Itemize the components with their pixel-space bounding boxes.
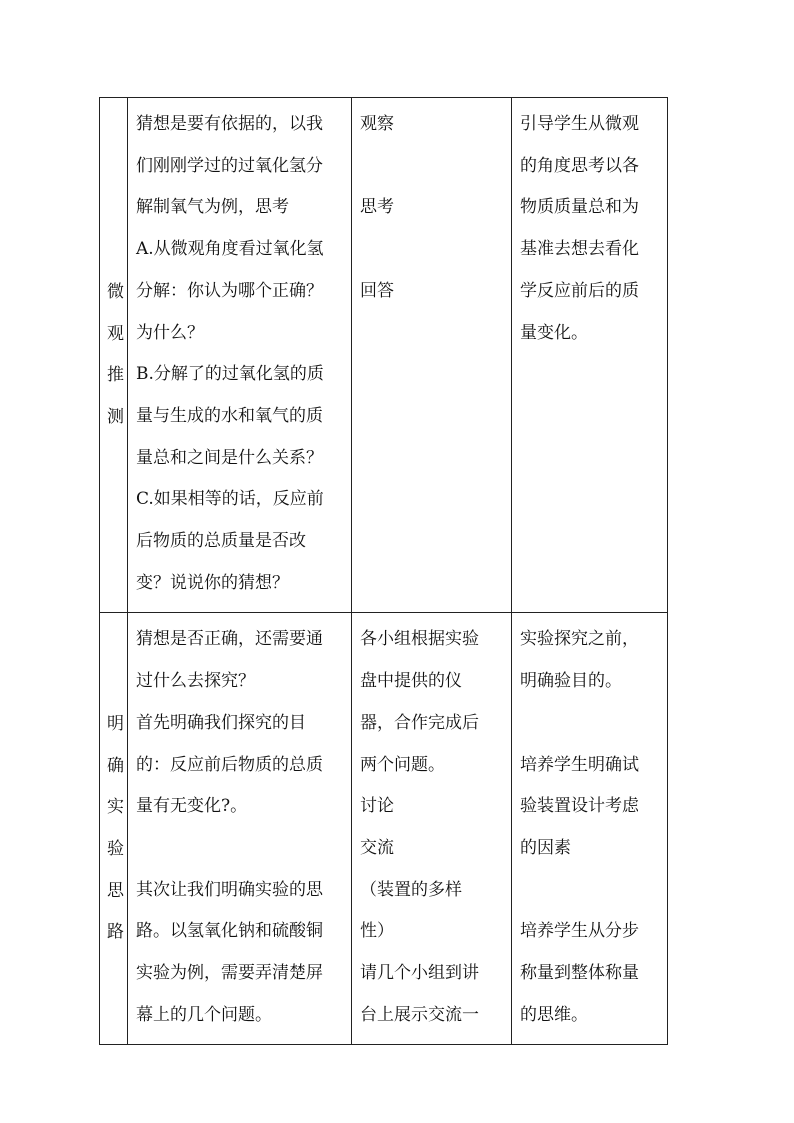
student-activity-cell bbox=[352, 98, 512, 613]
stage-char: 路 bbox=[107, 922, 124, 943]
blank-line bbox=[360, 146, 503, 188]
purpose-line: 称量到整体称量 bbox=[520, 963, 639, 984]
stage-char: 推 bbox=[107, 365, 124, 386]
purpose-line: 培养学生明确试 bbox=[520, 754, 639, 775]
teacher-line: 们刚刚学过的过氧化氢分 bbox=[136, 155, 323, 176]
student-line: 器，合作完成后 bbox=[360, 712, 479, 733]
stage-char: 观 bbox=[107, 323, 124, 344]
purpose-line: 的思维。 bbox=[520, 1004, 588, 1025]
stage-char: 实 bbox=[107, 797, 124, 818]
blank-line bbox=[360, 229, 503, 271]
student-line: 思考 bbox=[360, 197, 394, 218]
purpose-line: 明确验目的。 bbox=[520, 671, 622, 692]
design-intent-cell bbox=[512, 98, 668, 613]
teacher-line: C.如果相等的话，反应前 bbox=[136, 489, 324, 510]
teacher-line: 分解：你认为哪个正确？ bbox=[136, 280, 323, 301]
teacher-line: 猜想是要有依据的，以我 bbox=[136, 114, 323, 134]
teacher-line: 首先明确我们探究的目 bbox=[136, 712, 306, 733]
student-line: （装置的多样 bbox=[360, 879, 462, 900]
teacher-line: B.分解了的过氧化氢的质 bbox=[136, 364, 324, 385]
stage-cell bbox=[100, 98, 128, 613]
teacher-line: 量有无变化?。 bbox=[136, 796, 248, 817]
purpose-line: 验装置设计考虑 bbox=[520, 796, 639, 817]
teacher-line: A.从微观角度看过氧化氢 bbox=[136, 239, 324, 260]
teacher-line: 过什么去探究？ bbox=[136, 671, 255, 692]
stage-cell bbox=[100, 613, 128, 1045]
student-line: 各小组根据实验 bbox=[360, 629, 479, 650]
teacher-line: 的：反应前后物质的总质 bbox=[136, 754, 323, 775]
teacher-line: 为什么？ bbox=[136, 322, 204, 343]
blank-line bbox=[520, 703, 659, 745]
student-line: 交流 bbox=[360, 837, 394, 858]
purpose-line: 的角度思考以各 bbox=[520, 155, 639, 176]
stage-char: 明 bbox=[107, 713, 124, 734]
teacher-line: 路。以氢氧化钠和硫酸铜 bbox=[136, 921, 323, 942]
stage-char: 验 bbox=[107, 838, 124, 859]
stage-char: 确 bbox=[107, 755, 124, 776]
blank-line bbox=[136, 828, 343, 870]
stage-char: 思 bbox=[107, 880, 124, 901]
design-intent-cell bbox=[512, 613, 668, 1045]
teacher-line: 后物质的总质量是否改 bbox=[136, 531, 306, 552]
teacher-line: 实验为例，需要弄清楚屏 bbox=[136, 963, 323, 984]
purpose-line: 引导学生从微观 bbox=[520, 114, 639, 134]
teacher-line: 幕上的几个问题。 bbox=[136, 1004, 272, 1025]
purpose-line: 物质质量总和为 bbox=[520, 197, 639, 218]
student-line: 观察 bbox=[360, 114, 394, 134]
blank-line bbox=[520, 870, 659, 912]
teacher-activity-cell bbox=[128, 98, 352, 613]
purpose-line: 基准去想去看化 bbox=[520, 239, 639, 260]
student-line: 讨论 bbox=[360, 796, 394, 817]
purpose-line: 培养学生从分步 bbox=[520, 921, 639, 942]
teacher-line: 其次让我们明确实验的思 bbox=[136, 879, 323, 900]
student-line: 两个问题。 bbox=[360, 754, 445, 775]
table-row-experiment-approach bbox=[100, 613, 668, 1045]
purpose-line: 量变化。 bbox=[520, 322, 588, 343]
student-line: 盘中提供的仪 bbox=[360, 671, 462, 692]
lesson-plan-table bbox=[99, 97, 668, 1045]
student-line: 台上展示交流一 bbox=[360, 1004, 479, 1025]
teacher-line: 变？说说你的猜想？ bbox=[136, 572, 289, 593]
teacher-line: 量与生成的水和氧气的质 bbox=[136, 405, 323, 426]
student-line: 请几个小组到讲 bbox=[360, 963, 479, 984]
student-activity-cell bbox=[352, 613, 512, 1045]
teacher-line: 猜想是否正确，还需要通 bbox=[136, 629, 323, 650]
stage-char: 微 bbox=[107, 281, 124, 302]
purpose-line: 学反应前后的质 bbox=[520, 280, 639, 301]
table-row-micro-inference bbox=[100, 98, 668, 613]
stage-char: 测 bbox=[107, 406, 124, 427]
teacher-line: 解制氧气为例，思考 bbox=[136, 197, 289, 218]
student-line: 回答 bbox=[360, 280, 394, 301]
teacher-line: 量总和之间是什么关系？ bbox=[136, 447, 323, 468]
student-line: 性） bbox=[360, 921, 394, 942]
teacher-activity-cell bbox=[128, 613, 352, 1045]
purpose-line: 的因素 bbox=[520, 837, 571, 858]
purpose-line: 实验探究之前， bbox=[520, 629, 639, 650]
